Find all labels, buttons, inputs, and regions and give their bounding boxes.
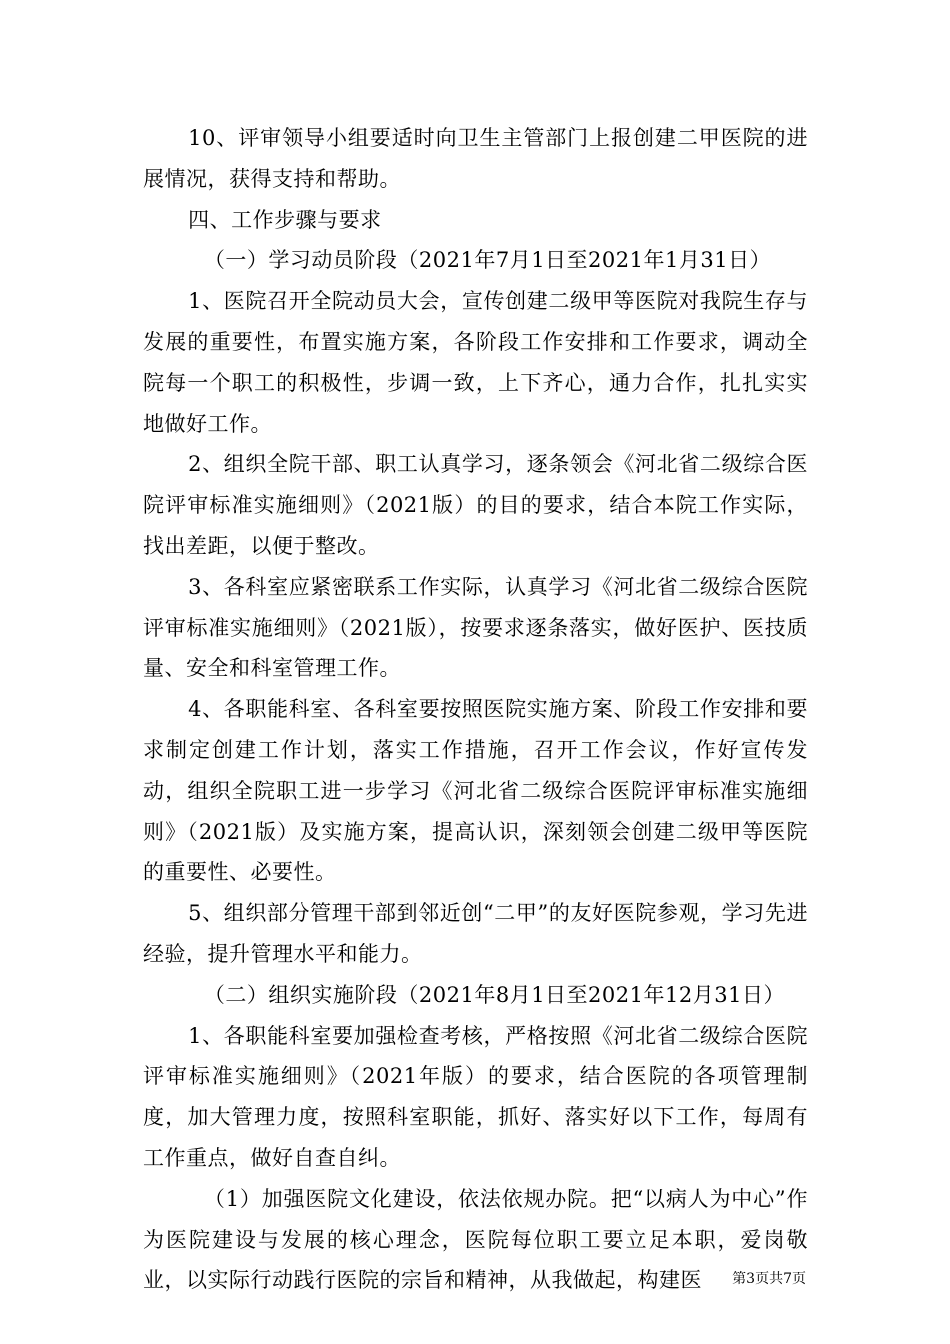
page-number-footer: 第3页共7页 <box>732 1271 806 1287</box>
paragraph-hospital-culture: （1）加强医院文化建设，依法依规办院。把“以病人为中心”作为医院建设与发展的核心理念，医院每位职工要立足本职，爱岗敬业，以实际行动践行医院的宗旨和精神，从我做起，构建医 <box>143 1186 808 1293</box>
paragraph-inspection-assessment: 1、各职能科室要加强检查考核，严格按照《河北省二级综合医院评审标准实施细则》（2021年版）的要求，结合医院的各项管理制度，加大管理力度，按照科室职能，抓好、落实好以下工作，每周有工作重点，做好自查自纠。 <box>143 1023 808 1170</box>
paragraph-organize-study: 2、组织全院干部、职工认真学习，逐条领会《河北省二级综合医院评审标准实施细则》（2021版）的目的要求，结合本院工作实际，找出差距，以便于整改。 <box>143 452 808 558</box>
document-body <box>143 118 808 1301</box>
subheading-learning-mobilization-phase: （一）学习动员阶段（2021年7月1日至2021年1月31日） <box>203 248 772 273</box>
section-heading-steps-requirements: 四、工作步骤与要求 <box>188 207 382 232</box>
subheading-implementation-phase: （二）组织实施阶段（2021年8月1日至2021年12月31日） <box>203 982 785 1007</box>
paragraph-departments-study: 3、各科室应紧密联系工作实际，认真学习《河北省二级综合医院评审标准实施细则》（2021版），按要求逐条落实，做好医护、医技质量、安全和科室管理工作。 <box>143 574 808 681</box>
paragraph-10-report-progress: 10、评审领导小组要适时向卫生主管部门上报创建二甲医院的进展情况，获得支持和帮助。 <box>143 126 808 191</box>
paragraph-mobilization-meeting: 1、医院召开全院动员大会，宣传创建二级甲等医院对我院生存与发展的重要性，布置实施方案，各阶段工作安排和工作要求，调动全院每一个职工的积极性，步调一致，上下齐心，通力合作，扎扎实实地做好工作。 <box>143 289 808 436</box>
paragraph-visit-hospitals: 5、组织部分管理干部到邻近创“二甲”的友好医院参观，学习先进经验，提升管理水平和能力。 <box>143 901 808 966</box>
paragraph-work-plan: 4、各职能科室、各科室要按照医院实施方案、阶段工作安排和要求制定创建工作计划，落实工作措施，召开工作会议，作好宣传发动，组织全院职工进一步学习《河北省二级综合医院评审标准实施细则》（2021版）及实施方案，提高认识，深刻领会创建二级甲等医院的重要性、必要性。 <box>143 697 808 885</box>
